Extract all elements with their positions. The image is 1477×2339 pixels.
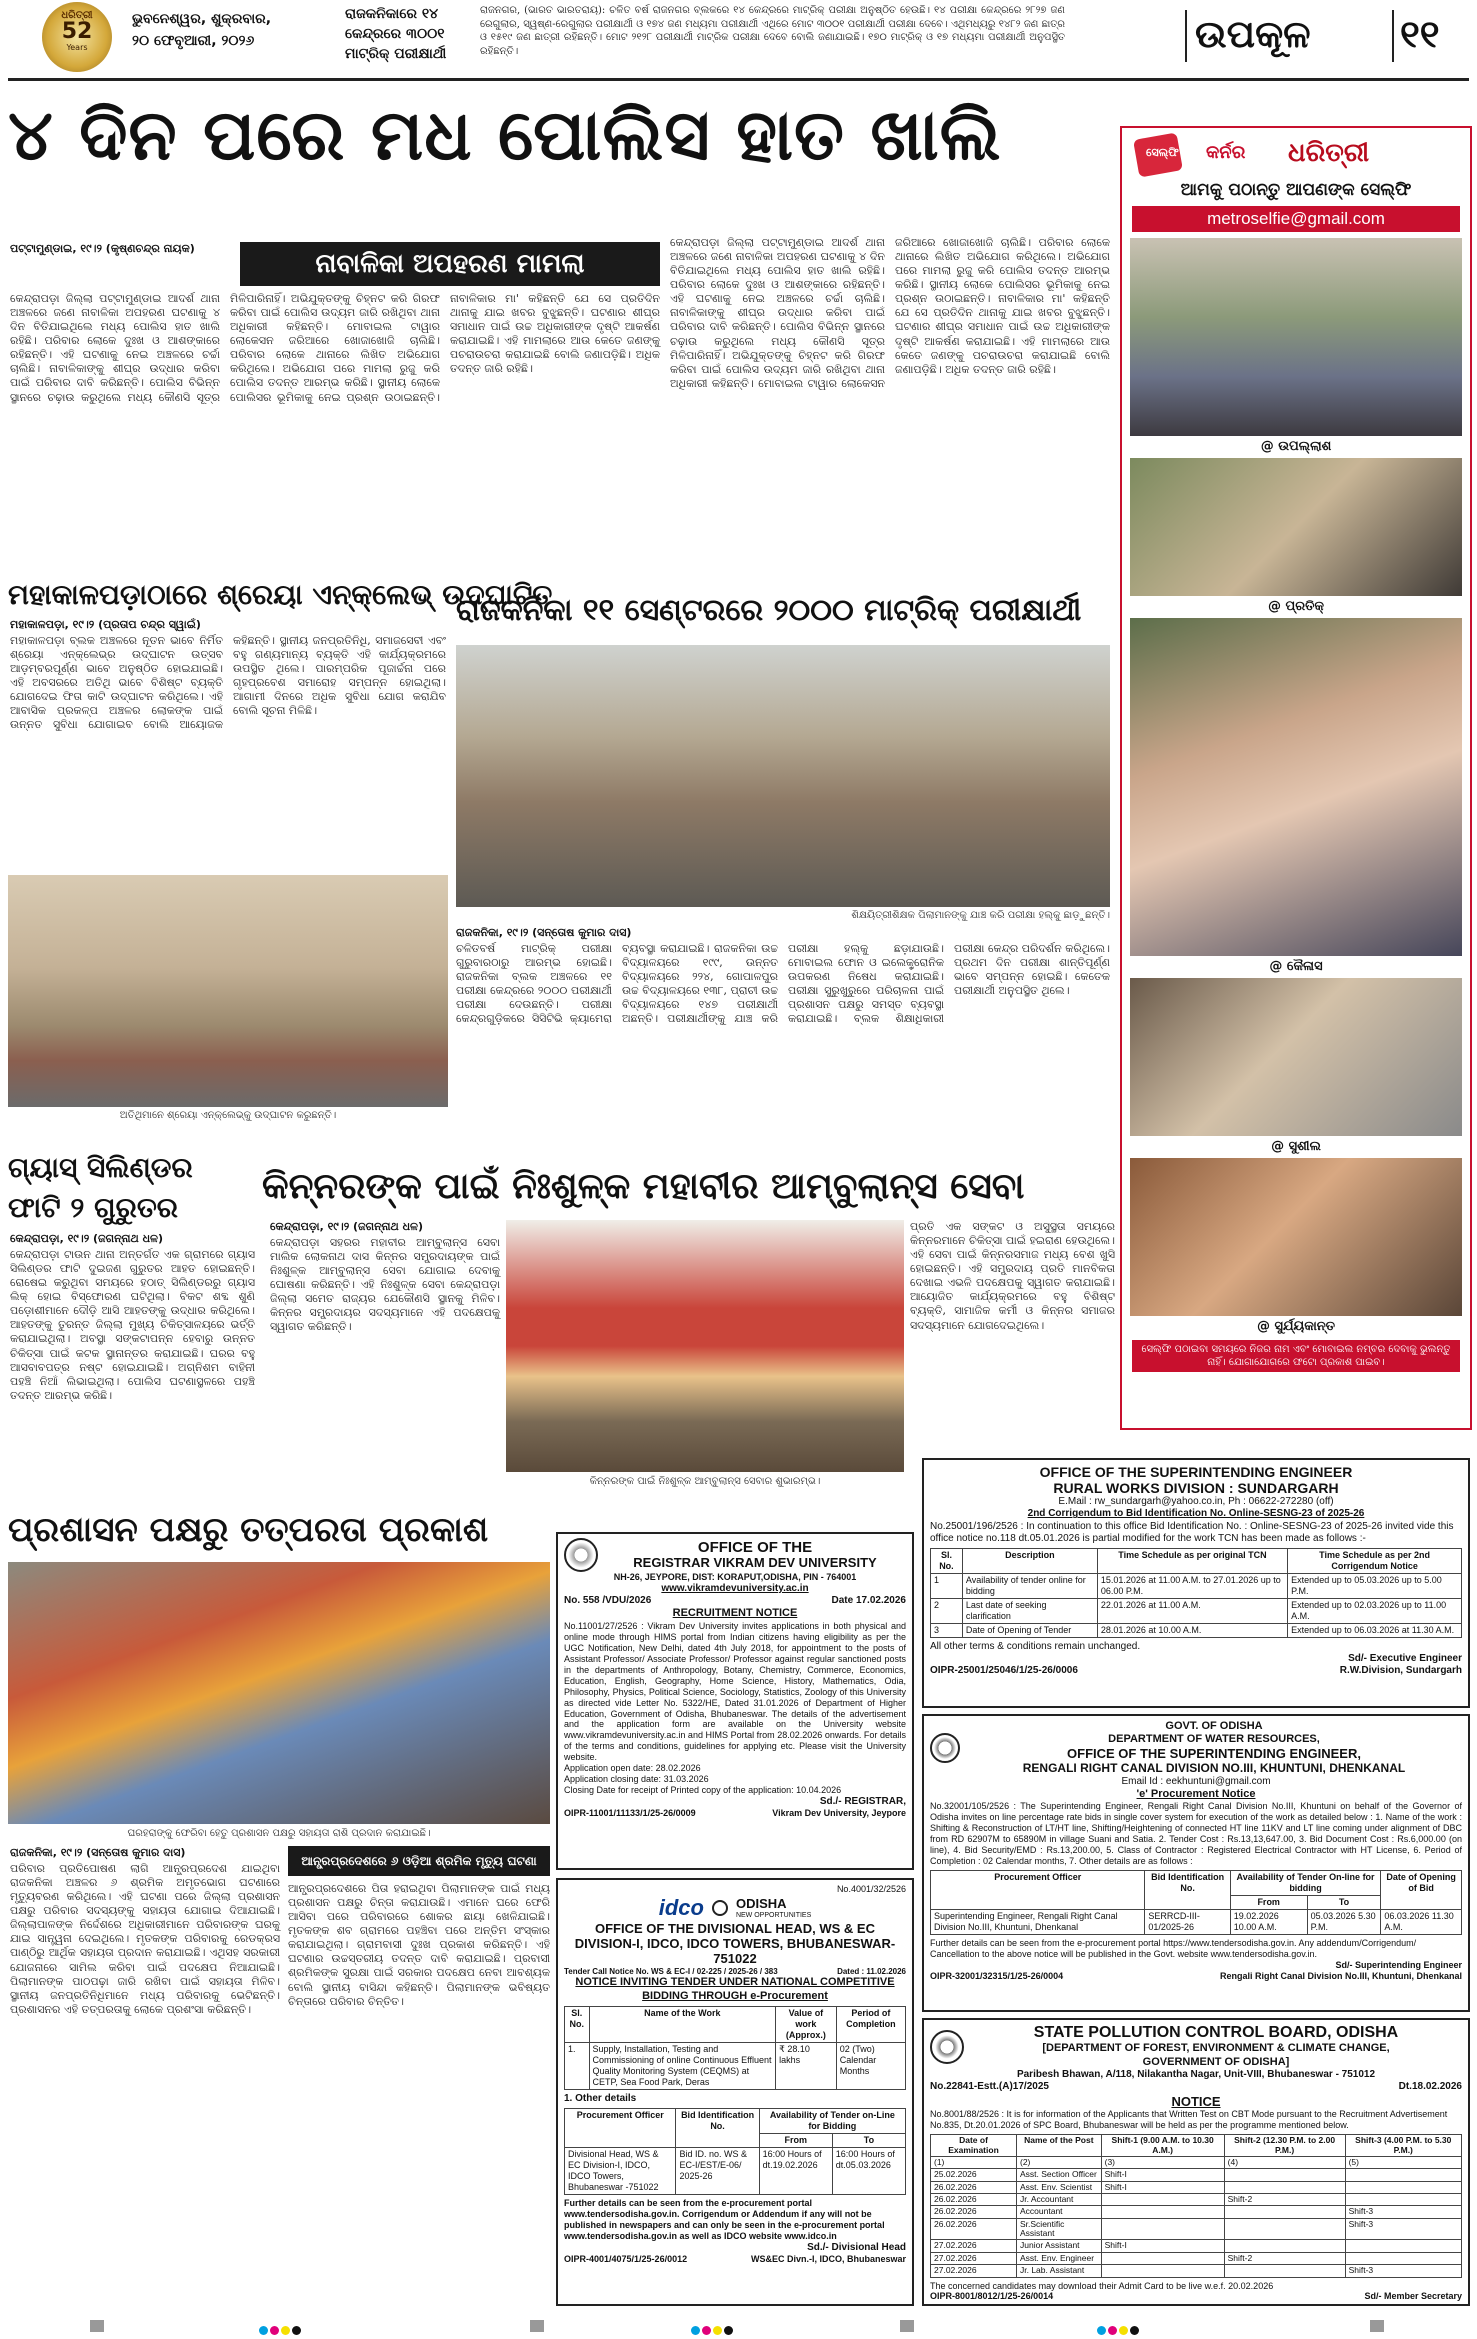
admin-byline: ରାଜକନିକା, ୧୯।୨ (ସନ୍ତୋଷ କୁମାର ଦାସ) — [10, 1846, 186, 1859]
pollution-title1: STATE POLLUTION CONTROL BOARD, ODISHA — [1033, 2024, 1399, 2041]
ambulance-body-right: ପ୍ରତି ଏକ ସଙ୍କଟ ଓ ଅସୁସ୍ଥତା ସମୟରେ କିନ୍ନରମାନେ ଚିକିତ୍ସା ପାଇଁ ହଇରାଣ ହେଉଥିଲେ। ଏହି ସେବା ପାଇଁ କିନ୍ନରସମାଜ ମଧ୍ୟ ବେଶ ଖୁସି ହୋଇଛନ୍ତି। ଏହି ସମ୍ପ୍ରଦାୟ ପ୍ରତି ମାନବିକତା ଦେଖାଇ ଏଭଳି ପଦକ୍ଷେପକୁ ସ୍ୱାଗତ କରାଯାଇଛି। ଆୟୋଜିତ କାର୍ଯ୍ୟକ୍ରମରେ ବହୁ ବିଶିଷ୍ଟ ବ୍ୟକ୍ତି, ସାମାଜିକ କର୍ମୀ ଓ କିନ୍ନର ସମାଜର ସଦସ୍ୟମାନେ ଯୋଗଦେଇଥିଲେ। — [910, 1220, 1115, 1332]
td — [1224, 2169, 1345, 2181]
grey-swatch — [90, 2320, 104, 2332]
table-row — [931, 1909, 1462, 1934]
idco-sign2: WS&EC Divn.-I, IDCO, Bhubaneswar — [750, 2253, 906, 2264]
selfie-caption-2: @ ପ୍ରତିକ୍ — [1268, 599, 1324, 614]
selfie-logo — [1128, 132, 1464, 178]
admin-headline: ପ୍ରଶାସନ ପକ୍ଷରୁ ତତ୍ପରତା ପ୍ରକାଶ — [8, 1510, 489, 1550]
masthead — [0, 0, 1477, 78]
th: Bid Identification No. — [676, 2109, 759, 2148]
university-date: Date 17.02.2026 — [831, 1595, 906, 1607]
university-title2: REGISTRAR VIKRAM DEV UNIVERSITY — [633, 1555, 877, 1571]
rural-sign1: Sd/- Executive Engineer — [1348, 1652, 1462, 1664]
th: Availability of Tender On-line for bidding — [1230, 1870, 1381, 1895]
selfie-caption-1: @ ଉପଲ୍ଲାଶ — [1260, 439, 1332, 454]
grey-swatch — [900, 2320, 914, 2332]
admin-photo-caption: ଘରହରାଙ୍କୁ ଫେରିବା ହେତୁ ପ୍ରଶାସନ ପକ୍ଷରୁ ସହାୟତା ରାଶି ପ୍ରଦାନ କରାଯାଇଛି। — [127, 1828, 431, 1839]
dateline-place: ଭୁବନେଶ୍ୱର, ଶୁକ୍ରବାର, — [132, 11, 272, 27]
table-row — [931, 2240, 1462, 2252]
rural-subtitle: 2nd Corrigendum to Bid Identification No. Online-SESNG-23 of 2025-26 — [1027, 1508, 1365, 1520]
td: Jr. Accountant — [1017, 2194, 1102, 2206]
td: Sr.Scientific Assistant — [1017, 2218, 1102, 2240]
water-title3: OFFICE OF THE SUPERINTENDING ENGINEER, — [1067, 1745, 1361, 1761]
table-row — [565, 2148, 906, 2195]
university-notice-title: RECRUITMENT NOTICE — [672, 1607, 798, 1620]
university-title1: OFFICE OF THE — [697, 1538, 813, 1556]
td: (4) — [1224, 2157, 1345, 2169]
td: Shift-3 — [1345, 2206, 1461, 2218]
td: SERRCD-III-01/2025-26 — [1145, 1909, 1230, 1934]
pollution-bottom — [930, 2291, 1462, 2302]
th: Procurement Officer — [931, 1870, 1145, 1909]
badge-name: ଧରିତ୍ରୀ — [61, 10, 93, 21]
rural-table — [930, 1548, 1462, 1638]
idco-logo: idco — [658, 1894, 704, 1920]
td: 2 — [931, 1598, 963, 1623]
td: Availability of tender online for bidding — [962, 1573, 1097, 1598]
university-date-3: Closing Date for receipt of Printed copy of the application: 10.04.2026 — [564, 1785, 842, 1796]
pollution-address: Paribesh Bhawan, A/118, Nilakantha Nagar, Unit-VIII, Bhubaneswar - 751012 — [1016, 2069, 1376, 2081]
selfie-photo-2 — [1130, 458, 1462, 596]
anniversary-badge — [42, 2, 112, 72]
th: Time Schedule as per 2nd Corrigendum Notice — [1288, 1548, 1462, 1573]
td: 19.02.2026 10.00 A.M. — [1230, 1909, 1307, 1934]
table-row — [931, 2218, 1462, 2240]
university-date-2: Application closing date: 31.03.2026 — [564, 1774, 709, 1785]
td: ₹ 28.10 lakhs — [776, 2043, 837, 2090]
selfie-email[interactable]: metroselfie@gmail.com — [1132, 206, 1460, 232]
selfie-caption-4: @ ସୁଶୀଲ — [1271, 1139, 1321, 1154]
registration-marks — [690, 2320, 734, 2339]
teaser-body: ରାଜନଗର, (ଭାରତ ଭାରତରାୟ): ଚଳିତ ବର୍ଷ ରାଜନଗର ବ୍ଲକରେ ୧୪ କେନ୍ଦ୍ରରେ ମାଟ୍ରିକ୍ ପରୀକ୍ଷା ଅନୁଷ୍ଠିତ ହେଉଛି। ୧୪ ପରୀକ୍ଷା କେନ୍ଦ୍ରରେ ୨୮୨୭ ଜଣ ରେଗୁଲାର, ସ୍ୱଷ୍ଣ-ରେଗୁଲାର ପରୀକ୍ଷାର୍ଥୀ ଓ ୧୭୪ ଜଣ ମଧ୍ୟମା ପରୀକ୍ଷାର୍ଥୀ ଏଥିରେ ମୋଟ ୩୦୦୧ ପରୀକ୍ଷାର୍ଥୀ ପରୀକ୍ଷା ଦେବେ। ଏଥିମଧ୍ୟରୁ ୧୪୮୨ ଜଣ ଛାତ୍ର ଓ ୧୫୧୯ ଜଣ ଛାତ୍ରୀ ରହିଛନ୍ତି। ମୋଟ ୨୧୨୮ ପରୀକ୍ଷାର୍ଥୀ ମାଟ୍ରିକ ପରୀକ୍ଷା ଦେବେ ବୋଲି ଜଣାଯାଇଛି। ୧୭୦ ମାଟ୍ରିକ୍ ଓ ୧୭ ମଧ୍ୟମା ପରୀକ୍ଷାର୍ଥୀ ଅନୁପସ୍ଥିତ ରହିଛନ୍ତି। — [480, 5, 1065, 57]
td: 1 — [931, 1573, 963, 1598]
pollution-logo-icon — [930, 2030, 964, 2064]
th: From — [1230, 1895, 1307, 1909]
td: 15.01.2026 at 11.00 A.M. to 27.01.2026 up to 06.00 P.M. — [1097, 1573, 1287, 1598]
idco-sign: Sd./- Divisional Head — [807, 2241, 906, 2253]
gas-headline-line1: ଗ୍ୟାସ୍ ସିଲିଣ୍ଡର — [8, 1151, 193, 1184]
idco-footer: Further details can be seen from the e-procurement portal www.tendersodisha.gov.in. Corrigendum or Addendum if any will not be published in newspapers and can only be seen in the e-procurement portal www.tendersodisha.gov.in as well as IDCO website www.idco.in — [564, 2197, 885, 2241]
td — [1224, 2206, 1345, 2218]
university-no: No. 558 /VDU/2026 — [564, 1595, 652, 1607]
badge-years: 52 — [61, 19, 93, 44]
th: Date of Examination — [931, 2135, 1017, 2157]
water-header — [930, 1720, 1462, 1776]
td: 25.02.2026 — [931, 2169, 1017, 2181]
selfie-tagline: ଆମକୁ ପଠାନ୍ତୁ ଆପଣଙ୍କ ସେଲ୍ଫି — [1180, 180, 1412, 200]
water-sign2: Rengali Right Canal Division No.III, Khuntuni, Dhenkanal — [1219, 1970, 1462, 1981]
selfie-logo-mid: କର୍ନର — [1206, 142, 1246, 163]
mahakal-body: ମହାକାଳପଡ଼ା ବ୍ଲକ ଅଞ୍ଚଳରେ ନୂତନ ଭାବେ ନିର୍ମିତ ଶ୍ରେୟା ଏନ୍‌କ୍ଲେଭ୍‌ର ଉଦ୍‌ଘାଟନ ଉତ୍ସବ ଆଡ଼ମ୍ବରପୂର୍ଣ୍ଣ ଭାବେ ଅନୁଷ୍ଠିତ ହୋଇଯାଇଛି। ଏହି ଅବସରରେ ଅତିଥି ଭାବେ ବିଶିଷ୍ଟ ବ୍ୟକ୍ତି ଯୋଗଦେଇ ଫିତା କାଟି ଉଦ୍‌ଘାଟନ କରିଥିଲେ। ଏହି ଆବାସିକ ପ୍ରକଳ୍ପ ଅଞ୍ଚଳର ଲୋକଙ୍କ ପାଇଁ ଉନ୍ନତ ସୁବିଧା ଯୋଗାଇବ ବୋଲି ଆୟୋଜକ କହିଛନ୍ତି। ସ୍ଥାନୀୟ ଜନପ୍ରତିନିଧି, ସମାଜସେବୀ ଏବଂ ବହୁ ଗଣ୍ୟମାନ୍ୟ ବ୍ୟକ୍ତି ଏହି କାର୍ଯ୍ୟକ୍ରମରେ ଉପସ୍ଥିତ ଥିଲେ। ପାରମ୍ପରିକ ପୂଜାର୍ଚ୍ଚନା ପରେ ଗୃହପ୍ରବେଶ ସମାରୋହ ସମ୍ପନ୍ନ ହୋଇଥିଲା। ଆଗାମୀ ଦିନରେ ଅଧିକ ସୁବିଧା ଯୋଗ କରାଯିବ ବୋଲି ସୂଚନା ମିଳିଛି। — [10, 634, 446, 732]
ambulance-headline: କିନ୍ନରଙ୍କ ପାଇଁ ନିଃଶୁଳ୍କ ମହାବୀର ଆମ୍ବୁଲାନ୍ସ ସେବା — [262, 1166, 1025, 1207]
university-ref — [564, 1595, 906, 1607]
th: To — [832, 2134, 905, 2148]
td: Shift-I — [1101, 2169, 1224, 2181]
pollution-ref — [930, 2081, 1462, 2093]
university-web[interactable]: www.vikramdevuniversity.ac.in — [661, 1582, 809, 1594]
pollution-footer: The concerned candidates may download their Admit Card to be live w.e.f. 20.02.2026 — [930, 2280, 1274, 2291]
idco-heading: NOTICE INVITING TENDER UNDER NATIONAL COMPETITIVE BIDDING THROUGH e-Procurement — [575, 1976, 895, 2002]
admin-photo — [8, 1562, 550, 1824]
td — [1224, 2240, 1345, 2252]
teaser-line-1: ରାଜକନିକାରେ ୧୪ — [345, 6, 439, 22]
td: Shift-I — [1101, 2240, 1224, 2252]
td — [1345, 2252, 1461, 2264]
university-date-1: Application open date: 28.02.2026 — [564, 1763, 701, 1774]
th: Date of Opening of Bid — [1381, 1870, 1462, 1909]
admin-body: ପରିବାର ପ୍ରତିପୋଷଣ ଲାଗି ଆନ୍ଧ୍ରପ୍ରଦେଶ ଯାଇଥିବା ରାଜକନିକା ଅଞ୍ଚଳର ୬ ଶ୍ରମିକ ଅମୃତଭୋଗ ଘଟଣାରେ ମୃତ୍ୟୁବରଣ କରିଥିଲେ। ଏହି ଘଟଣା ପରେ ଜିଲ୍ଲା ପ୍ରଶାସନ ପକ୍ଷରୁ ପରିବାର ସଦସ୍ୟଙ୍କୁ ସହାୟତା ଯୋଗାଇ ଦିଆଯାଇଛି। ଜିଲ୍ଲାପାଳଙ୍କ ନିର୍ଦ୍ଦେଶରେ ଅଧିକାରୀମାନେ ପରିବାରଙ୍କ ଘରକୁ ଯାଇ ସାନ୍ତ୍ୱନା ଦେଇଥିଲେ। ମୃତକଙ୍କ ପରିବାରକୁ ରେଡକ୍ରସ ପାଣ୍ଠିରୁ ଆର୍ଥିକ ସହାୟତା ପ୍ରଦାନ କରାଯାଇଛି। ଏଥିସହ ସରକାରୀ ଯୋଜନାରେ ସାମିଲ କରିବା ପାଇଁ ପଦକ୍ଷେପ ନିଆଯାଇଛି। ପିଲାମାନଙ୍କ ପାଠପଢ଼ା ଜାରି ରଖିବା ପାଇଁ ସହାୟତା ମିଳିବ। ସ୍ଥାନୀୟ ଜନପ୍ରତିନିଧିମାନେ ମଧ୍ୟ ପରିବାରକୁ ଭେଟିଛନ୍ତି। ପ୍ରଶାସନର ଏହି ତତ୍ପରତାକୁ ଲୋକେ ପ୍ରଶଂସା କରିଛନ୍ତି। — [10, 1862, 280, 2016]
td: 27.02.2026 — [931, 2240, 1017, 2252]
td: 16:00 Hours of dt.19.02.2026 — [759, 2148, 832, 2195]
th: Period of Completion — [836, 2007, 905, 2043]
exam-photo — [456, 645, 1110, 907]
lead-body: କେନ୍ଦ୍ରାପଡ଼ା ଜିଲ୍ଲା ପଟ୍ଟାମୁଣ୍ଡାଇ ଆଦର୍ଶ ଥାନା ଅଞ୍ଚଳରେ ଜଣେ ନାବାଳିକା ଅପହରଣ ଘଟଣାକୁ ୪ ଦିନ ବିତିଯାଇଥିଲେ ମଧ୍ୟ ପୋଲିସ ହାତ ଖାଲି ରହିଛି। ପରିବାର ଲୋକେ ଦୁଃଖ ଓ ଆଶଙ୍କାରେ ରହିଛନ୍ତି। ଏହି ଘଟଣାକୁ ନେଇ ଅଞ୍ଚଳରେ ଚର୍ଚ୍ଚା ଚାଲିଛି। ନାବାଳିକାଙ୍କୁ ଶୀଘ୍ର ଉଦ୍ଧାର କରିବା ପାଇଁ ପରିବାର ଦାବି କରିଛନ୍ତି। ପୋଲିସ ବିଭିନ୍ନ ସ୍ଥାନରେ ଚଢ଼ାଉ କରୁଥିଲେ ମଧ୍ୟ କୌଣସି ସୂତ୍ର ମିଳିପାରିନାହିଁ। ଅଭିଯୁକ୍ତଙ୍କୁ ଚିହ୍ନଟ କରି ଗିରଫ କରିବା ପାଇଁ ପୋଲିସ ଉଦ୍ୟମ ଜାରି ରଖିଥିବା ଥାନା ଅଧିକାରୀ କହିଛନ୍ତି। ମୋବାଇଲ ଟାୱାର ଲୋକେସନ ଜରିଆରେ ଖୋଜାଖୋଜି ଚାଲିଛି। ପରିବାର ଲୋକେ ଥାନାରେ ଲିଖିତ ଅଭିଯୋଗ କରିଥିଲେ। ଅଭିଯୋଗ ପରେ ମାମଲା ରୁଜୁ କରି ପୋଲିସ ତଦନ୍ତ ଆରମ୍ଭ କରିଛି। ସ୍ଥାନୀୟ ଲୋକେ ପୋଲିସର ଭୂମିକାକୁ ନେଇ ପ୍ରଶ୍ନ ଉଠାଇଛନ୍ତି। ନାବାଳିକାର ମା' କହିଛନ୍ତି ଯେ ସେ ପ୍ରତିଦିନ ଥାନାକୁ ଯାଇ ଖବର ବୁଝୁଛନ୍ତି। ଘଟଣାର ଶୀଘ୍ର ସମାଧାନ ପାଇଁ ଉଚ୍ଚ ଅଧିକାରୀଙ୍କ ଦୃଷ୍ଟି ଆକର୍ଷଣ କରାଯାଇଛି। ଏହି ମାମଲାରେ ଆଉ କେତେ ଜଣଙ୍କୁ ପଚରାଉଚରା କରାଯାଇଛି ବୋଲି ଜଣାପଡ଼ିଛି। ଅଧିକ ତଦନ୍ତ ଜାରି ରହିଛି। — [10, 292, 660, 404]
td: (1) — [931, 2157, 1017, 2169]
registration-marks — [1096, 2320, 1140, 2339]
idco-bottom — [564, 2254, 906, 2265]
selfie-photo-5 — [1130, 1158, 1462, 1316]
td: 1. — [565, 2043, 590, 2090]
idco-notice-no: No.4001/32/2526 — [836, 1884, 906, 1894]
gas-headline-line2: ଫାଟି ୨ ଗୁରୁତର — [8, 1191, 179, 1224]
th: Sl. No. — [931, 1548, 963, 1573]
table-row — [931, 2206, 1462, 2218]
td — [1224, 2265, 1345, 2277]
lead-kicker: ନାବାଳିକା ଅପହରଣ ମାମଲା — [240, 242, 660, 286]
rural-contact: E.Mail : rw_sundargarh@yahoo.co.in, Ph : 06622-272280 (off) — [1058, 1496, 1334, 1508]
td: Junior Assistant — [1017, 2240, 1102, 2252]
td: 26.02.2026 — [931, 2206, 1017, 2218]
td: Shift-3 — [1345, 2218, 1461, 2240]
td: (2) — [1017, 2157, 1102, 2169]
pollution-no: No.22841-Estt.(A)17/2025 — [930, 2081, 1049, 2093]
ambulance-body-left: କେନ୍ଦ୍ରାପଡ଼ା ସହରର ମହାବୀର ଆମ୍ବୁଲାନ୍ସ ସେବା ମାଲିକ ଲୋକନାଥ ଦାସ କିନ୍ନର ସମ୍ପ୍ରଦାୟଙ୍କ ପାଇଁ ନିଃଶୁଳ୍କ ଆମ୍ବୁଲାନ୍ସ ସେବା ଯୋଗାଇ ଦେବାକୁ ଘୋଷଣା କରିଛନ୍ତି। ଏହି ନିଃଶୁଳ୍କ ସେବା କେନ୍ଦ୍ରାପଡ଼ା ଜିଲ୍ଲା ସମେତ ରାଜ୍ୟର ଯେକୌଣସି ସ୍ଥାନକୁ ମିଳିବ। କିନ୍ନର ସମ୍ପ୍ରଦାୟର ସଦସ୍ୟମାନେ ଏହି ପଦକ୍ଷେପକୁ ସ୍ୱାଗତ କରିଛନ୍ତି। — [270, 1236, 500, 1334]
water-bottom — [930, 1971, 1462, 1982]
print-registration-strip — [0, 2316, 1477, 2336]
selfie-panel — [1120, 126, 1472, 1430]
water-table — [930, 1870, 1462, 1935]
ad-pollution-board — [922, 2018, 1470, 2306]
th: Shift-2 (12.30 P.M. to 2.00 P.M.) — [1224, 2135, 1345, 2157]
td: 28.01.2026 at 10.00 A.M. — [1097, 1623, 1287, 1637]
exam-headline: ରାଜକନିକା ୧୧ ସେଣ୍ଟରରେ ୨୦୦୦ ମାଟ୍ରିକ୍ ପରୀକ୍ଷାର୍ଥୀ — [456, 593, 1082, 628]
page-number: ୧୧ — [1400, 12, 1440, 56]
registration-marks — [258, 2320, 302, 2339]
pollution-table — [930, 2134, 1462, 2277]
pollution-sign: Sd/- Member Secretary — [1364, 2291, 1462, 2302]
td: (5) — [1345, 2157, 1461, 2169]
td — [1224, 2181, 1345, 2193]
pollution-title3: GOVERNMENT OF ODISHA] — [1142, 2055, 1290, 2068]
university-emblem-icon — [564, 1538, 598, 1572]
td: Extended up to 05.03.2026 up to 5.00 P.M. — [1288, 1573, 1462, 1598]
mahakal-byline: ମହାକାଳପଡ଼ା, ୧୯।୨ (ପ୍ରତାପ ଚନ୍ଦ୍ର ସ୍ୱାଇଁ) — [10, 618, 201, 631]
pollution-notice: NOTICE — [1171, 2093, 1221, 2109]
idco-tender: Tender Call Notice No. WS & EC-I / 02-225 / 2025-26 / 383 — [564, 1966, 778, 1976]
rural-footer — [930, 1665, 1462, 1677]
section-title: ଉପକୂଳ — [1195, 12, 1311, 56]
th: Sl. No. — [565, 2007, 590, 2043]
ambulance-photo-caption: କିନ୍ନରଙ୍କ ପାଇଁ ନିଃଶୁଳ୍କ ଆମ୍ବୁଲାନ୍ସ ସେବାର ଶୁଭାରମ୍ଭ। — [589, 1476, 821, 1487]
td: 26.02.2026 — [931, 2181, 1017, 2193]
td — [1345, 2240, 1461, 2252]
odisha-emblem-icon — [930, 1733, 960, 1763]
grey-swatch — [1370, 2320, 1384, 2332]
badge-years-label: Years — [66, 43, 88, 52]
exam-byline: ରାଜକନିକା, ୧୯।୨ (ସନ୍ତୋଷ କୁମାର ଦାସ) — [456, 926, 632, 939]
td: Shift-2 — [1224, 2252, 1345, 2264]
page-number-divider — [1392, 10, 1394, 62]
ambulance-photo — [506, 1220, 904, 1472]
td: Date of Opening of Tender — [962, 1623, 1097, 1637]
selfie-caption-5: @ ସୁର୍ଯ୍ୟକାନ୍ତ — [1256, 1319, 1336, 1334]
water-footer: Further details can be seen from the e-procurement portal https://www.tendersodisha.gov.in. Any addendum/Corrigendum/ Cancellation to the above notice will be published in the Govt. website www.tendersodisha.gov.in. — [930, 1937, 1417, 1959]
selfie-footer: ସେଲ୍ଫି ପଠାଇବା ସମୟରେ ନିଜର ନାମ ଏବଂ ମୋବାଇଲ ନମ୍ବର ଦେବାକୁ ଭୁଲନ୍ତୁ ନାହିଁ। ଯୋଗାଯୋଗରେ ଫଟୋ ପ୍ରକାଶ ପାଇବ। — [1132, 1340, 1460, 1372]
admin-body-2: ଆନ୍ଧ୍ରପ୍ରଦେଶରେ ପିତା ହରାଇଥିବା ପିଲାମାନଙ୍କ ପାଇଁ ମଧ୍ୟ ପ୍ରଶାସନ ପକ୍ଷରୁ ଚିନ୍ତା କରାଯାଉଛି। ଏମାନେ ଘରେ ଫେରି ଆସିବା ପରେ ପରିବାରରେ ଶୋକର ଛାୟା ଖେଳିଯାଇଛି। ମୃତକଙ୍କ ଶବ ଗ୍ରାମରେ ପହଞ୍ଚିବା ପରେ ଅନ୍ତିମ ସଂସ୍କାର କରାଯାଇଥିଲା। ଗ୍ରାମବାସୀ ଦୁଃଖ ପ୍ରକାଶ କରିଛନ୍ତି। ଏହି ଘଟଣାର ଉଚ୍ଚସ୍ତରୀୟ ତଦନ୍ତ ଦାବି କରାଯାଇଛି। ପ୍ରବାସୀ ଶ୍ରମିକଙ୍କ ସୁରକ୍ଷା ପାଇଁ ସରକାର ପଦକ୍ଷେପ ନେବା ଆବଶ୍ୟକ ବୋଲି ସ୍ଥାନୀୟ ବାସିନ୍ଦା କହିଛନ୍ତି। ପିଲାମାନଙ୍କ ଭବିଷ୍ୟତ ଚିନ୍ତାରେ ପରିବାର ଚିନ୍ତିତ। — [288, 1882, 550, 2008]
td: Superintending Engineer, Rengali Right Canal Division No.III, Khuntuni, Dhenkanal — [931, 1909, 1145, 1934]
water-email: Email Id : eekhuntuni@gmail.com — [1121, 1775, 1271, 1787]
idco-logo-row — [564, 1895, 906, 1922]
td: Extended up to 02.03.2026 up to 11.00 A.M. — [1288, 1598, 1462, 1623]
th: Name of the Post — [1017, 2135, 1102, 2157]
selfie-photo-1 — [1130, 238, 1462, 436]
pollution-body: No.8001/88/2526 : It is for information of the Applicants that Written Test on CBT Mode pursuant to the Recruitment Advertisement No.835, Dt.20.01.2026 of SPC Board, Bhubaneswar will be held as per the programme mentioned below. — [930, 2109, 1448, 2131]
exam-photo-caption: ଶିକ୍ଷୟିତ୍ରୀଶିକ୍ଷକ ପିଲାମାନଙ୍କୁ ଯାଞ୍ଚ କରି ପରୀକ୍ଷା ହଲ୍‌କୁ ଛାଡ଼ୁଛନ୍ତି। — [851, 910, 1110, 921]
water-body: No.32001/105/2526 : The Superintending Engineer, Rengali Right Canal Division No.III, Khuntuni on behalf of the Governor of Odisha invites on line percentage rate bids in single cover system for execution of the work as detailed below : 1. Name of the work : Shifting & Reconstruction of LT/HT line, Shifting/Heightening of connected HT line 11KV and LT line coming under alignment of DBC from RD 62907M to 65890M in village Suani and Satia. 2. Tender Cost : Rs.13,13,647.00, 3. Bid Document Cost : Rs.6,000.00 (on line), 4. Bid Security/EMD : Rs.13,200.00, 5. Class of Contractor : Registered Electrical Contractor with HT License, 6. Period of Completion : 02 Calendar months, 7. Other details are as follows : — [930, 1801, 1462, 1866]
selfie-logo-left: ସେଲ୍ଫି — [1146, 146, 1179, 159]
td: Supply, Installation, Testing and Commissioning of online Continuous Effluent Quality Monitoring System (CEQMS) at CETP, Sea Food Park, Deras — [589, 2043, 776, 2090]
td: 26.02.2026 — [931, 2218, 1017, 2240]
dateline-date: ୨୦ ଫେବୃଆରୀ, ୨୦୨୬ — [132, 33, 255, 49]
td — [1101, 2206, 1224, 2218]
ad-idco — [556, 1878, 914, 2306]
ambulance-byline: କେନ୍ଦ୍ରାପଡ଼ା, ୧୯।୨ (ଜଗନ୍ନାଥ ଧଳ) — [270, 1220, 424, 1233]
table-row — [931, 2169, 1462, 2181]
table-row — [931, 1573, 1462, 1598]
selfie-photo-3 — [1130, 618, 1462, 956]
water-title4: RENGALI RIGHT CANAL DIVISION NO.III, KHUNTUNI, DHENKANAL — [1022, 1760, 1406, 1775]
th: Procurement Officer — [565, 2109, 676, 2148]
td: Last date of seeking clarification — [962, 1598, 1097, 1623]
td: (3) — [1101, 2157, 1224, 2169]
td — [1345, 2194, 1461, 2206]
university-sign2: Vikram Dev University, Jeypore — [772, 1808, 906, 1819]
pollution-dt: Dt.18.02.2026 — [1398, 2081, 1462, 2093]
idco-table-2 — [564, 2108, 906, 2195]
table-row — [931, 2252, 1462, 2264]
selfie-photo-4 — [1130, 978, 1462, 1136]
water-code: OIPR-32001/32315/1/25-26/0004 — [930, 1970, 1064, 1981]
td: 16:00 Hours of dt.05.03.2026 — [832, 2148, 905, 2195]
exam-body: ଚଳିତବର୍ଷ ମାଟ୍ରିକ୍ ପରୀକ୍ଷା ଗୁରୁବାରଠାରୁ ଆରମ୍ଭ ହୋଇଛି। ରାଜକନିକା ବ୍ଲକ ଅଞ୍ଚଳରେ ୧୧ ପରୀକ୍ଷା କେନ୍ଦ୍ରରେ ୨୦୦୦ ପରୀକ୍ଷାର୍ଥୀ ପରୀକ୍ଷା ଦେଉଛନ୍ତି। ପରୀକ୍ଷା କେନ୍ଦ୍ରଗୁଡ଼ିକରେ ସିସିଟିଭି କ୍ୟାମେରା ବ୍ୟବସ୍ଥା କରାଯାଇଛି। ରାଜକନିକା ଉଚ୍ଚ ବିଦ୍ୟାଳୟରେ ୧୯୯, ଉନ୍ନତ ବିଦ୍ୟାଳୟରେ ୨୨୪, ଗୋପାଳପୁର ଉଚ୍ଚ ବିଦ୍ୟାଳୟରେ ୧୩୮, ପ୍ରାଚୀ ଉଚ୍ଚ ବିଦ୍ୟାଳୟରେ ୧୪୭ ପରୀକ୍ଷାର୍ଥୀ ଅଛନ୍ତି। ପରୀକ୍ଷାର୍ଥୀଙ୍କୁ ଯାଞ୍ଚ କରି ପରୀକ୍ଷା ହଲ୍‌କୁ ଛଡ଼ାଯାଉଛି। ମୋବାଇଲ ଫୋନ ଓ ଇଲେକ୍ଟ୍ରୋନିକ ଉପକରଣ ନିଷେଧ କରାଯାଇଛି। ପରୀକ୍ଷା ସୁରୁଖୁରୁରେ ପରିଚାଳନା ପାଇଁ ପ୍ରଶାସନ ପକ୍ଷରୁ ସମସ୍ତ ବ୍ୟବସ୍ଥା କରାଯାଇଛି। ବ୍ଲକ ଶିକ୍ଷାଧିକାରୀ ପରୀକ୍ଷା କେନ୍ଦ୍ର ପରିଦର୍ଶନ କରିଥିଲେ। ପ୍ରଥମ ଦିନ ପରୀକ୍ଷା ଶାନ୍ତିପୂର୍ଣ୍ଣ ଭାବେ ସମ୍ପନ୍ନ ହୋଇଛି। କେତେକ ପରୀକ୍ଷାର୍ଥୀ ଅନୁପସ୍ଥିତ ଥିଲେ। — [456, 942, 1110, 1026]
water-notice: 'e' Procurement Notice — [1136, 1787, 1256, 1800]
th: Time Schedule as per original TCN — [1097, 1548, 1287, 1573]
pollution-title2: [DEPARTMENT OF FOREST, ENVIRONMENT & CLIMATE CHANGE, — [1042, 2042, 1390, 2055]
td — [1224, 2218, 1345, 2240]
lead-byline: ପଟ୍ଟାମୁଣ୍ଡାଇ, ୧୯।୨ (କୃଷ୍ଣଚନ୍ଦ୍ର ନାୟକ) — [10, 242, 195, 255]
td: Bid ID. no. WS & EC-I/EST/E-06/ 2025-26 — [676, 2148, 759, 2195]
th: From — [759, 2134, 832, 2148]
selfie-caption-3: @ କୈଳାସ — [1269, 959, 1323, 974]
td: Accountant — [1017, 2206, 1102, 2218]
td: 27.02.2026 — [931, 2265, 1017, 2277]
water-sign1: Sd/- Superintending Engineer — [1335, 1959, 1462, 1970]
teaser-headline — [345, 4, 475, 64]
td — [1101, 2252, 1224, 2264]
td: Divisional Head, WS & EC Division-I, IDCO, IDCO Towers, Bhubaneswar -751022 — [565, 2148, 676, 2195]
td: 02 (Two) Calendar Months — [836, 2043, 905, 2090]
th: Shift-3 (4.00 P.M. to 5.30 P.M.) — [1345, 2135, 1461, 2157]
idco-title: OFFICE OF THE DIVISIONAL HEAD, WS & EC DIVISION-I, IDCO, IDCO TOWERS, BHUBANESWAR-751022 — [574, 1920, 896, 1966]
td: Jr. Lab. Assistant — [1017, 2265, 1102, 2277]
idco-dated: Dated : 11.02.2026 — [837, 1966, 906, 1976]
th: Shift-1 (9.00 A.M. to 10.30 A.M.) — [1101, 2135, 1224, 2157]
odisha-logo-icon — [712, 1900, 728, 1916]
water-title2: DEPARTMENT OF WATER RESOURCES, — [1108, 1733, 1320, 1746]
university-sign1: Sd./- REGISTRAR, — [819, 1796, 906, 1808]
th: Name of the Work — [589, 2007, 776, 2043]
mahakal-headline: ମହାକାଳପଡ଼ାଠାରେ ଶ୍ରେୟା ଏନ୍‌କ୍ଲେଭ୍ ଉଦ୍‌ଘାଟିତ — [8, 578, 553, 611]
rural-code: OIPR-25001/25046/1/25-26/0006 — [930, 1665, 1078, 1677]
td — [1345, 2181, 1461, 2193]
table-row — [931, 1598, 1462, 1623]
pollution-code: OIPR-8001/8012/1/25-26/0014 — [930, 2291, 1054, 2302]
university-header — [564, 1538, 906, 1572]
teaser-line-3: ମାଟ୍ରିକ୍ ପରୀକ୍ଷାର୍ଥୀ — [345, 46, 447, 62]
td: Shift-3 — [1345, 2265, 1461, 2277]
td: 06.03.2026 11.30 A.M. — [1381, 1909, 1462, 1934]
gas-body: କେନ୍ଦ୍ରାପଡ଼ା ଟାଉନ ଥାନା ଅନ୍ତର୍ଗତ ଏକ ଗ୍ରାମରେ ଗ୍ୟାସ ସିଲିଣ୍ଡର ଫାଟି ଦୁଇଜଣ ଗୁରୁତର ଆହତ ହୋଇଛନ୍ତି। ରୋଷେଇ କରୁଥିବା ସମୟରେ ହଠାତ୍ ସିଲିଣ୍ଡରରୁ ଗ୍ୟାସ ଲିକ୍ ହୋଇ ବିସ୍ଫୋରଣ ଘଟିଥିଲା। ବିକଟ ଶବ୍ଦ ଶୁଣି ପଡ଼ୋଶୀମାନେ ଦୌଡ଼ି ଆସି ଆହତଙ୍କୁ ଉଦ୍ଧାର କରିଥିଲେ। ଆହତଙ୍କୁ ତୁରନ୍ତ ଜିଲ୍ଲା ମୁଖ୍ୟ ଚିକିତ୍ସାଳୟରେ ଭର୍ତ୍ତି କରାଯାଇଥିଲା। ଅବସ୍ଥା ସଙ୍କଟାପନ୍ନ ହେବାରୁ ଉନ୍ନତ ଚିକିତ୍ସା ପାଇଁ କଟକ ସ୍ଥାନାନ୍ତର କରାଯାଇଛି। ଘରର ବହୁ ଆସବାବପତ୍ର ନଷ୍ଟ ହୋଇଯାଇଛି। ଅଗ୍ନିଶମ ବାହିନୀ ପହଞ୍ଚି ନିଆଁ ଲିଭାଇଥିଲା। ପୋଲିସ ଘଟଣାସ୍ଥଳରେ ପହଞ୍ଚି ତଦନ୍ତ ଆରମ୍ଭ କରିଛି। — [10, 1248, 255, 1402]
td: Shift-2 — [1224, 2194, 1345, 2206]
th: Availability of Tender on-Line for Bidding — [759, 2109, 905, 2134]
td — [1101, 2218, 1224, 2240]
td: Extended up to 06.03.2026 at 11.30 A.M. — [1288, 1623, 1462, 1637]
dateline — [132, 8, 302, 52]
section-divider — [1185, 10, 1187, 62]
table-row — [565, 2043, 906, 2090]
mahakal-photo-caption: ଅତିଥିମାନେ ଶ୍ରେୟା ଏନ୍‌କ୍ଲେଭ୍‌କୁ ଉଦ୍‌ଘାଟନ କରୁଛନ୍ତି। — [119, 1110, 337, 1121]
idco-tender-row — [564, 1967, 906, 1977]
table-row — [931, 1623, 1462, 1637]
td — [1101, 2194, 1224, 2206]
selfie-logo-right: ଧରିତ୍ରୀ — [1288, 138, 1370, 168]
td: Asst. Env. Scientist — [1017, 2181, 1102, 2193]
ad-rural-works — [922, 1458, 1470, 1708]
university-address: NH-26, JEYPORE, DIST: KORAPUT,ODISHA, PIN - 764001 — [613, 1572, 857, 1582]
university-body: No.11001/27/2526 : Vikram Dev University invites applications in both physical and online mode through HIMS portal from Indian citizens having eligibility as per the UGC Notification, New Delhi, dated 4th July 2018, for appointment to the posts of Assistant Professor/ Associate Professor/ Professor against regular sanctioned posts in the departments of Anthropology, Botany, Chemistry, Commerce, Economics, Education, English, Geography, Home Science, History, Mathematics, Odia, Philosophy, Physics, Political Science, Sociology, Statistics, Zoology of this University as directed vide Letter No. 5322/HE, Dated 31.01.2026 of Department of Higher Education, Government of Odisha, Bhubaneswar. The details of the advertisement and the application form are available on the University website www.vikramdevuniversity.ac.in and HIMS Portal from 28.02.2026 onwards. For details of the terms and conditions, guidelines for applying etc. Please visit the University website. — [564, 1620, 906, 1763]
admin-sub-headline: ଆନ୍ଧ୍ରପ୍ରଦେଶରେ ୬ ଓଡ଼ିଆ ଶ୍ରମିକ ମୃତ୍ୟୁ ଘଟଣା — [288, 1846, 550, 1876]
td: 05.03.2026 5.30 P.M. — [1307, 1909, 1381, 1934]
td: 26.02.2026 — [931, 2194, 1017, 2206]
masthead-rule — [8, 78, 1469, 81]
gas-headline — [8, 1148, 253, 1228]
gas-byline: କେନ୍ଦ୍ରାପଡ଼ା, ୧୯।୨ (ଜଗନ୍ନାଥ ଧଳ) — [10, 1232, 164, 1245]
lead-headline: ୪ ଦିନ ପରେ ମଧ ପୋଲିସ ହାତ ଖାଲି — [8, 94, 1002, 176]
idco-logo-tag: NEW OPPORTUNITIES — [735, 1912, 812, 1920]
water-title1: GOVT. OF ODISHA — [1165, 1720, 1263, 1732]
rural-sign2: R.W.Division, Sundargarh — [1339, 1665, 1462, 1677]
idco-code: OIPR-4001/4075/1/25-26/0012 — [564, 2253, 688, 2264]
th: Description — [962, 1548, 1097, 1573]
td: Asst. Env. Engineer — [1017, 2252, 1102, 2264]
td: Shift-I — [1101, 2181, 1224, 2193]
td — [1345, 2169, 1461, 2181]
table-row — [931, 2194, 1462, 2206]
university-code: OIPR-11001/11133/1/25-26/0009 — [564, 1808, 696, 1819]
th: To — [1307, 1895, 1381, 1909]
mahakal-photo — [8, 875, 448, 1107]
teaser-line-2: କେନ୍ଦ୍ରରେ ୩୦୦୧ — [345, 26, 445, 42]
grey-swatch — [530, 2320, 544, 2332]
th: Bid Identification No. — [1145, 1870, 1230, 1909]
idco-other: 1. Other details — [564, 2092, 637, 2104]
table-row — [931, 2265, 1462, 2277]
pollution-header — [930, 2024, 1462, 2069]
th: Value of work (Approx.) — [776, 2007, 837, 2043]
td: 22.01.2026 at 11.00 A.M. — [1097, 1598, 1287, 1623]
td: Asst. Section Officer — [1017, 2169, 1102, 2181]
ad-university — [556, 1532, 914, 1870]
table-row — [931, 2181, 1462, 2193]
rural-note: All other terms & conditions remain unchanged. — [930, 1640, 1141, 1652]
ad-water-resources — [922, 1714, 1470, 2012]
rural-title2: RURAL WORKS DIVISION : SUNDARGARH — [1053, 1480, 1339, 1497]
td — [1101, 2265, 1224, 2277]
university-footer — [564, 1808, 906, 1819]
rural-ref: No.25001/196/2526 : In continuation to this office Bid Identification No. : Online-SESNG-23 of 2025-26 invited vide this office notice no.118 dt.05.01.2026 is partial modified for the work TCN has been made as follows :- — [930, 1520, 1454, 1544]
idco-logo-sub: ODISHA — [735, 1896, 787, 1912]
td: 3 — [931, 1623, 963, 1637]
td: 27.02.2026 — [931, 2252, 1017, 2264]
idco-table — [564, 2006, 906, 2090]
rural-title1: OFFICE OF THE SUPERINTENDING ENGINEER — [1039, 1464, 1353, 1480]
lead-body-continued: କେନ୍ଦ୍ରାପଡ଼ା ଜିଲ୍ଲା ପଟ୍ଟାମୁଣ୍ଡାଇ ଆଦର୍ଶ ଥାନା ଅଞ୍ଚଳରେ ଜଣେ ନାବାଳିକା ଅପହରଣ ଘଟଣାକୁ ୪ ଦିନ ବିତିଯାଇଥିଲେ ମଧ୍ୟ ପୋଲିସ ହାତ ଖାଲି ରହିଛି। ପରିବାର ଲୋକେ ଦୁଃଖ ଓ ଆଶଙ୍କାରେ ରହିଛନ୍ତି। ଏହି ଘଟଣାକୁ ନେଇ ଅଞ୍ଚଳରେ ଚର୍ଚ୍ଚା ଚାଲିଛି। ନାବାଳିକାଙ୍କୁ ଶୀଘ୍ର ଉଦ୍ଧାର କରିବା ପାଇଁ ପରିବାର ଦାବି କରିଛନ୍ତି। ପୋଲିସ ବିଭିନ୍ନ ସ୍ଥାନରେ ଚଢ଼ାଉ କରୁଥିଲେ ମଧ୍ୟ କୌଣସି ସୂତ୍ର ମିଳିପାରିନାହିଁ। ଅଭିଯୁକ୍ତଙ୍କୁ ଚିହ୍ନଟ କରି ଗିରଫ କରିବା ପାଇଁ ପୋଲିସ ଉଦ୍ୟମ ଜାରି ରଖିଥିବା ଥାନା ଅଧିକାରୀ କହିଛନ୍ତି। ମୋବାଇଲ ଟାୱାର ଲୋକେସନ ଜରିଆରେ ଖୋଜାଖୋଜି ଚାଲିଛି। ପରିବାର ଲୋକେ ଥାନାରେ ଲିଖିତ ଅଭିଯୋଗ କରିଥିଲେ। ଅଭିଯୋଗ ପରେ ମାମଲା ରୁଜୁ କରି ପୋଲିସ ତଦନ୍ତ ଆରମ୍ଭ କରିଛି। ସ୍ଥାନୀୟ ଲୋକେ ପୋଲିସର ଭୂମିକାକୁ ନେଇ ପ୍ରଶ୍ନ ଉଠାଇଛନ୍ତି। ନାବାଳିକାର ମା' କହିଛନ୍ତି ଯେ ସେ ପ୍ରତିଦିନ ଥାନାକୁ ଯାଇ ଖବର ବୁଝୁଛନ୍ତି। ଘଟଣାର ଶୀଘ୍ର ସମାଧାନ ପାଇଁ ଉଚ୍ଚ ଅଧିକାରୀଙ୍କ ଦୃଷ୍ଟି ଆକର୍ଷଣ କରାଯାଇଛି। ଏହି ମାମଲାରେ ଆଉ କେତେ ଜଣଙ୍କୁ ପଚରାଉଚରା କରାଯାଇଛି ବୋଲି ଜଣାପଡ଼ିଛି। ଅଧିକ ତଦନ୍ତ ଜାରି ରହିଛି। — [670, 236, 1110, 390]
